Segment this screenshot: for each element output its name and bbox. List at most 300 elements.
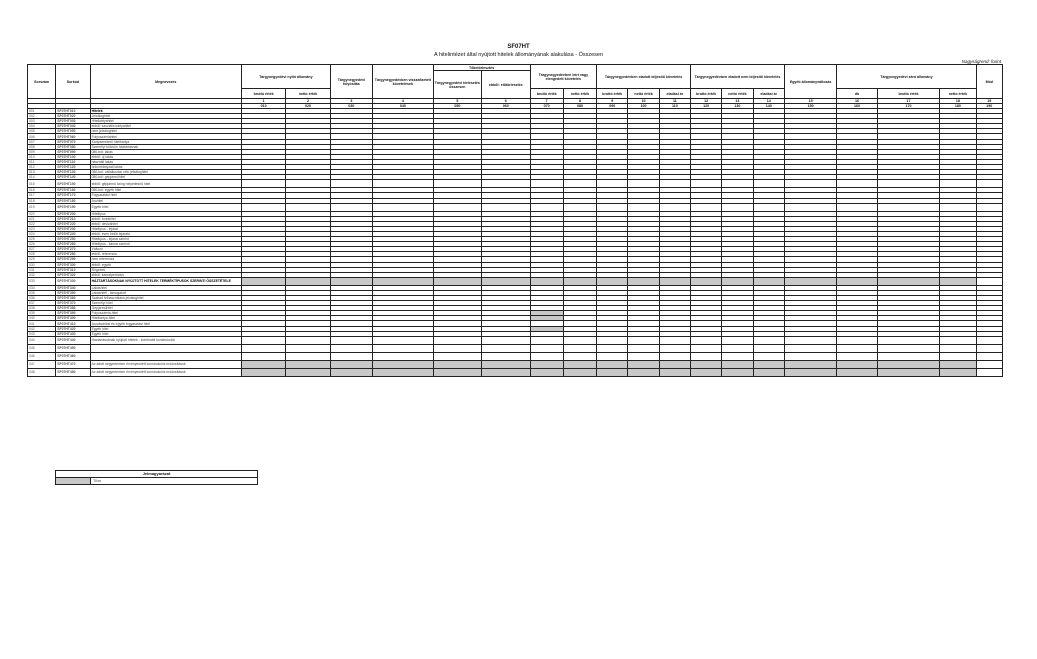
value-cell[interactable]: [877, 368, 940, 376]
value-cell[interactable]: [286, 368, 330, 376]
value-cell[interactable]: [330, 368, 372, 376]
col-number: 4: [373, 99, 434, 104]
row-code: SF07HT100: [56, 154, 90, 159]
row-number: 032: [28, 272, 56, 277]
col-mod: Mód: [976, 65, 1002, 99]
row-description: Változó: [90, 247, 241, 252]
row-number: 039: [28, 311, 56, 316]
table-row: [28, 368, 1003, 376]
value-cell[interactable]: [837, 203, 877, 211]
row-code: SF07HT150: [56, 180, 90, 188]
row-code: SF07HT320: [56, 272, 90, 277]
value-cell[interactable]: [691, 203, 722, 211]
value-cell[interactable]: [597, 277, 628, 285]
row-number: 010: [28, 154, 56, 159]
value-cell[interactable]: [753, 336, 784, 344]
row-number: 037: [28, 301, 56, 306]
value-cell[interactable]: [877, 277, 940, 285]
row-description: 080-ból: lakás: [90, 149, 241, 154]
value-cell[interactable]: [330, 352, 372, 360]
value-cell[interactable]: [940, 203, 976, 211]
row-description: ebből: szociális kártyahitel: [90, 124, 241, 129]
row-description: Áruhitel: [90, 198, 241, 203]
value-cell[interactable]: [530, 180, 563, 188]
row-number: 003: [28, 119, 56, 124]
row-number: 046: [28, 352, 56, 360]
row-description: ebből: gépjármű lízing helyettesítő hitel: [90, 180, 241, 188]
value-cell[interactable]: [433, 203, 481, 211]
value-cell[interactable]: [597, 368, 628, 376]
row-code: SF07HT390: [56, 311, 90, 316]
col-code: 020: [286, 104, 330, 109]
row-number: 030: [28, 262, 56, 267]
value-cell[interactable]: [433, 368, 481, 376]
value-cell[interactable]: [563, 352, 596, 360]
row-number: 001: [28, 109, 56, 114]
value-cell[interactable]: [784, 203, 836, 211]
sub-netto: nettó érték: [286, 89, 330, 99]
value-cell[interactable]: [530, 368, 563, 376]
row-code: SF07HT050: [56, 129, 90, 134]
col-number: 18: [940, 99, 976, 104]
value-cell[interactable]: [563, 277, 596, 285]
value-cell[interactable]: [659, 360, 690, 368]
value-cell[interactable]: [373, 352, 434, 360]
value-cell[interactable]: [373, 344, 434, 352]
row-code: SF07HT120: [56, 165, 90, 170]
value-cell[interactable]: [286, 344, 330, 352]
row-description: Hitelek: [90, 109, 241, 114]
value-cell[interactable]: [530, 277, 563, 285]
row-code: SF07HT040: [56, 124, 90, 129]
value-cell[interactable]: [628, 368, 659, 376]
value-cell[interactable]: [530, 352, 563, 360]
row-number: 006: [28, 134, 56, 139]
report-title-block: [0, 43, 1037, 59]
value-cell[interactable]: [286, 277, 330, 285]
row-code: SF07HT090: [56, 149, 90, 154]
value-cell[interactable]: [563, 368, 596, 376]
sub-eladasi: eladási ár: [753, 89, 784, 99]
value-cell[interactable]: [753, 344, 784, 352]
col-code: 030: [330, 104, 372, 109]
value-cell[interactable]: [753, 180, 784, 188]
value-cell[interactable]: [784, 336, 836, 344]
value-cell[interactable]: [722, 360, 753, 368]
col-eladott-nem: Tárgynegyedévben eladott nem teljesítő követelés: [691, 65, 785, 89]
row-code: SF07HT270: [56, 247, 90, 252]
value-cell[interactable]: [976, 277, 1002, 285]
value-cell[interactable]: [940, 180, 976, 188]
value-cell[interactable]: [597, 352, 628, 360]
row-description: Hitelkártya-hitel: [90, 316, 241, 321]
row-code: SF07HT130: [56, 170, 90, 175]
row-code: SF07HT140: [56, 175, 90, 180]
value-cell[interactable]: [691, 344, 722, 352]
row-code: SF07HT340: [56, 285, 90, 290]
row-number: 033: [28, 277, 56, 285]
value-cell[interactable]: [691, 277, 722, 285]
row-code: SF07HT350: [56, 290, 90, 295]
table-row: [28, 344, 1003, 352]
row-description: nem referencia: [90, 257, 241, 262]
col-code: 050: [433, 104, 481, 109]
col-number: 12: [691, 99, 722, 104]
value-cell[interactable]: [597, 336, 628, 344]
col-number: 8: [563, 99, 596, 104]
value-cell[interactable]: [837, 277, 877, 285]
value-cell[interactable]: [628, 277, 659, 285]
value-cell[interactable]: [940, 368, 976, 376]
row-description: Hiteltípus - lejárat: [90, 226, 241, 231]
value-cell[interactable]: [628, 180, 659, 188]
table-row: [28, 360, 1003, 368]
value-cell[interactable]: [482, 352, 530, 360]
row-code: SF07HT480: [56, 368, 90, 376]
value-cell[interactable]: [753, 203, 784, 211]
row-number: 047: [28, 360, 56, 368]
value-cell[interactable]: [330, 203, 372, 211]
col-egyeb: Egyéb állományváltozás: [784, 65, 836, 99]
row-code: SF07HT110: [56, 159, 90, 164]
value-cell[interactable]: [940, 352, 976, 360]
row-code: SF07HT330: [56, 277, 90, 285]
value-cell[interactable]: [563, 344, 596, 352]
value-cell[interactable]: [940, 344, 976, 352]
sub-db: db: [837, 89, 877, 99]
row-code: SF07HT030: [56, 119, 90, 124]
value-cell[interactable]: [286, 203, 330, 211]
unit-label: Nagyságrend: forint: [961, 59, 1001, 64]
row-code: SF07HT420: [56, 326, 90, 331]
col-number: 19: [976, 99, 1002, 104]
row-description: Folyószámlahitel: [90, 134, 241, 139]
value-cell[interactable]: [784, 368, 836, 376]
row-code: SF07HT020: [56, 114, 90, 119]
value-cell[interactable]: [530, 336, 563, 344]
col-code: 130: [722, 104, 753, 109]
value-cell[interactable]: [330, 180, 372, 188]
sub-brutto: bruttó érték: [877, 89, 940, 99]
row-description: Háztartásoknak nyújtott hitelek - kombinált konstrukciók: [90, 336, 241, 344]
value-cell[interactable]: [691, 352, 722, 360]
value-cell[interactable]: [482, 203, 530, 211]
row-description: 080-ból: egyéb hitel: [90, 188, 241, 193]
value-cell[interactable]: [286, 352, 330, 360]
col-number: 1: [241, 99, 285, 104]
row-description: ebből: forinthitel: [90, 216, 241, 221]
value-cell[interactable]: [722, 344, 753, 352]
col-elotorlesztes: ebből: előtörlesztés: [482, 71, 530, 99]
value-cell[interactable]: [691, 336, 722, 344]
col-code: 010: [241, 104, 285, 109]
value-cell[interactable]: [628, 352, 659, 360]
row-number: 041: [28, 321, 56, 326]
row-code: SF07HT430: [56, 331, 90, 336]
col-number: 16: [837, 99, 877, 104]
row-number: 014: [28, 175, 56, 180]
col-code: 190: [976, 104, 1002, 109]
row-description: ebből: devizahitel: [90, 221, 241, 226]
value-cell[interactable]: [837, 344, 877, 352]
col-eladott: Tárgynegyedévben eladott teljesítő követelés: [597, 65, 691, 89]
value-cell[interactable]: [877, 203, 940, 211]
value-cell[interactable]: [976, 180, 1002, 188]
value-cell[interactable]: [482, 344, 530, 352]
row-number: 021: [28, 216, 56, 221]
value-cell[interactable]: [433, 360, 481, 368]
value-cell[interactable]: [373, 203, 434, 211]
row-description: Egyéb hitel: [90, 326, 241, 331]
value-cell[interactable]: [784, 277, 836, 285]
value-cell[interactable]: [659, 203, 690, 211]
value-cell[interactable]: [753, 277, 784, 285]
row-code: SF07HT220: [56, 221, 90, 226]
value-cell[interactable]: [241, 368, 285, 376]
sub-eladasi: eladási ár: [659, 89, 690, 99]
value-cell[interactable]: [940, 277, 976, 285]
value-cell[interactable]: [433, 336, 481, 344]
table-row: [28, 277, 1003, 285]
row-description: 080-ból: vállalkozási célú jelzáloghitel: [90, 170, 241, 175]
value-cell[interactable]: [753, 360, 784, 368]
row-code: SF07HT010: [56, 109, 90, 114]
value-cell[interactable]: [722, 203, 753, 211]
value-cell[interactable]: [241, 352, 285, 360]
value-cell[interactable]: [530, 344, 563, 352]
value-cell[interactable]: [330, 336, 372, 344]
row-description: Lakáshitel - támogatott: [90, 290, 241, 295]
value-cell[interactable]: [976, 336, 1002, 344]
value-cell[interactable]: [784, 360, 836, 368]
value-cell[interactable]: [659, 277, 690, 285]
row-description: Személyi kölcsön háztartásnak: [90, 144, 241, 149]
row-number: 020: [28, 211, 56, 216]
value-cell[interactable]: [976, 203, 1002, 211]
row-code: SF07HT160: [56, 188, 90, 193]
value-cell[interactable]: [691, 368, 722, 376]
row-number: 018: [28, 198, 56, 203]
value-cell[interactable]: [373, 277, 434, 285]
row-code: SF07HT300: [56, 262, 90, 267]
col-code: 110: [659, 104, 690, 109]
value-cell[interactable]: [286, 180, 330, 188]
row-code: SF07HT360: [56, 296, 90, 301]
col-number: 7: [530, 99, 563, 104]
value-cell[interactable]: [976, 352, 1002, 360]
value-cell[interactable]: [722, 352, 753, 360]
value-cell[interactable]: [722, 336, 753, 344]
value-cell[interactable]: [940, 360, 976, 368]
col-code: 090: [597, 104, 628, 109]
value-cell[interactable]: [563, 180, 596, 188]
value-cell[interactable]: [877, 180, 940, 188]
value-cell[interactable]: [691, 360, 722, 368]
row-code: SF07HT290: [56, 257, 90, 262]
sub-netto: nettó érték: [940, 89, 976, 99]
row-number: 011: [28, 159, 56, 164]
value-cell[interactable]: [241, 180, 285, 188]
value-cell[interactable]: [373, 368, 434, 376]
row-number: 048: [28, 368, 56, 376]
row-number: 017: [28, 193, 56, 198]
value-cell[interactable]: [877, 352, 940, 360]
row-description: önkormányzati lakás: [90, 165, 241, 170]
row-description: Az adott negyedévben érvényesített konstrukciós módosítások: [90, 368, 241, 376]
col-number: 5: [433, 99, 481, 104]
row-description: [90, 344, 241, 352]
row-description: Fogyasztási hitel: [90, 193, 241, 198]
row-code: SF07HT170: [56, 193, 90, 198]
value-cell[interactable]: [286, 360, 330, 368]
value-cell[interactable]: [784, 180, 836, 188]
row-description: használt lakás: [90, 159, 241, 164]
value-cell[interactable]: [482, 368, 530, 376]
value-cell[interactable]: [286, 336, 330, 344]
value-cell[interactable]: [330, 277, 372, 285]
col-number: 13: [722, 99, 753, 104]
value-cell[interactable]: [976, 344, 1002, 352]
value-cell[interactable]: [482, 277, 530, 285]
value-cell[interactable]: [837, 352, 877, 360]
value-cell[interactable]: [659, 368, 690, 376]
row-code: SF07HT310: [56, 267, 90, 272]
value-cell[interactable]: [597, 344, 628, 352]
value-cell[interactable]: [753, 352, 784, 360]
row-code: SF07HT410: [56, 321, 90, 326]
row-description: Az adott negyedévben érvényesített konstrukciós módosítások: [90, 360, 241, 368]
value-cell[interactable]: [837, 336, 877, 344]
value-cell[interactable]: [597, 203, 628, 211]
value-cell[interactable]: [837, 180, 877, 188]
row-code: SF07HT370: [56, 301, 90, 306]
value-cell[interactable]: [628, 336, 659, 344]
value-cell[interactable]: [433, 180, 481, 188]
sub-brutto: bruttó érték: [530, 89, 563, 99]
value-cell[interactable]: [241, 203, 285, 211]
col-number: 10: [628, 99, 659, 104]
value-cell[interactable]: [784, 344, 836, 352]
row-description: Jelzáloghitel: [90, 114, 241, 119]
value-cell[interactable]: [530, 203, 563, 211]
value-cell[interactable]: [482, 360, 530, 368]
value-cell[interactable]: [433, 277, 481, 285]
value-cell[interactable]: [373, 180, 434, 188]
value-cell[interactable]: [837, 368, 877, 376]
value-cell[interactable]: [628, 344, 659, 352]
row-code: SF07HT250: [56, 237, 90, 242]
row-number: 013: [28, 170, 56, 175]
row-number: 016: [28, 188, 56, 193]
value-cell[interactable]: [433, 344, 481, 352]
col-code: 120: [691, 104, 722, 109]
row-number: 044: [28, 336, 56, 344]
row-code: SF07HT470: [56, 360, 90, 368]
row-code: SF07HT260: [56, 242, 90, 247]
value-cell[interactable]: [373, 336, 434, 344]
value-cell[interactable]: [753, 368, 784, 376]
value-cell[interactable]: [877, 344, 940, 352]
value-cell[interactable]: [433, 352, 481, 360]
value-cell[interactable]: [722, 180, 753, 188]
value-cell[interactable]: [241, 277, 285, 285]
row-number: 008: [28, 144, 56, 149]
value-cell[interactable]: [722, 277, 753, 285]
value-cell[interactable]: [482, 180, 530, 188]
col-code: 080: [563, 104, 596, 109]
row-number: 004: [28, 124, 56, 129]
value-cell[interactable]: [976, 368, 1002, 376]
value-cell[interactable]: [482, 336, 530, 344]
row-number: 034: [28, 285, 56, 290]
value-cell[interactable]: [940, 336, 976, 344]
value-cell[interactable]: [659, 336, 690, 344]
value-cell[interactable]: [628, 360, 659, 368]
col-megnevezes: Megnevezés: [90, 65, 241, 99]
col-number: 15: [784, 99, 836, 104]
value-cell[interactable]: [597, 180, 628, 188]
value-cell[interactable]: [976, 360, 1002, 368]
row-description: Áruvásárlási és egyéb fogyasztási hitel: [90, 321, 241, 326]
value-cell[interactable]: [597, 360, 628, 368]
col-number: 14: [753, 99, 784, 104]
value-cell[interactable]: [241, 336, 285, 344]
table-row: [28, 336, 1003, 344]
row-code: SF07HT200: [56, 211, 90, 216]
row-code: SF07HT380: [56, 306, 90, 311]
value-cell[interactable]: [877, 360, 940, 368]
value-cell[interactable]: [877, 336, 940, 344]
row-description: Szabad felhasználású jelzáloghitel: [90, 296, 241, 301]
value-cell[interactable]: [563, 336, 596, 344]
value-cell[interactable]: [659, 180, 690, 188]
row-code: SF07HT440: [56, 336, 90, 344]
col-number: 6: [482, 99, 530, 104]
value-cell[interactable]: [241, 360, 285, 368]
value-cell[interactable]: [563, 360, 596, 368]
col-folyositas: Tárgynegyedévi folyósítás: [330, 65, 372, 99]
legend-title: Jelmagyarázat: [56, 471, 257, 478]
value-cell[interactable]: [563, 203, 596, 211]
table-row: [28, 180, 1003, 188]
value-cell[interactable]: [659, 352, 690, 360]
sub-netto: nettó érték: [563, 89, 596, 99]
row-description: Személyi hitel: [90, 301, 241, 306]
row-number: 012: [28, 165, 56, 170]
value-cell[interactable]: [722, 368, 753, 376]
value-cell[interactable]: [330, 360, 372, 368]
row-description: ebből: kamatperiódus: [90, 272, 241, 277]
row-number: 045: [28, 344, 56, 352]
value-cell[interactable]: [330, 344, 372, 352]
value-cell[interactable]: [837, 360, 877, 368]
value-cell[interactable]: [241, 344, 285, 352]
legend: [55, 470, 258, 485]
value-cell[interactable]: [373, 360, 434, 368]
col-number: 17: [877, 99, 940, 104]
value-cell[interactable]: [691, 180, 722, 188]
value-cell[interactable]: [628, 203, 659, 211]
row-number: 043: [28, 331, 56, 336]
row-description: Hitelkártyahitel: [90, 119, 241, 124]
table-row: [28, 203, 1003, 211]
value-cell[interactable]: [530, 360, 563, 368]
value-cell[interactable]: [659, 344, 690, 352]
row-number: 035: [28, 290, 56, 295]
row-description: ebből: éven belüli lejáratú: [90, 231, 241, 236]
row-code: SF07HT190: [56, 203, 90, 211]
value-cell[interactable]: [784, 352, 836, 360]
